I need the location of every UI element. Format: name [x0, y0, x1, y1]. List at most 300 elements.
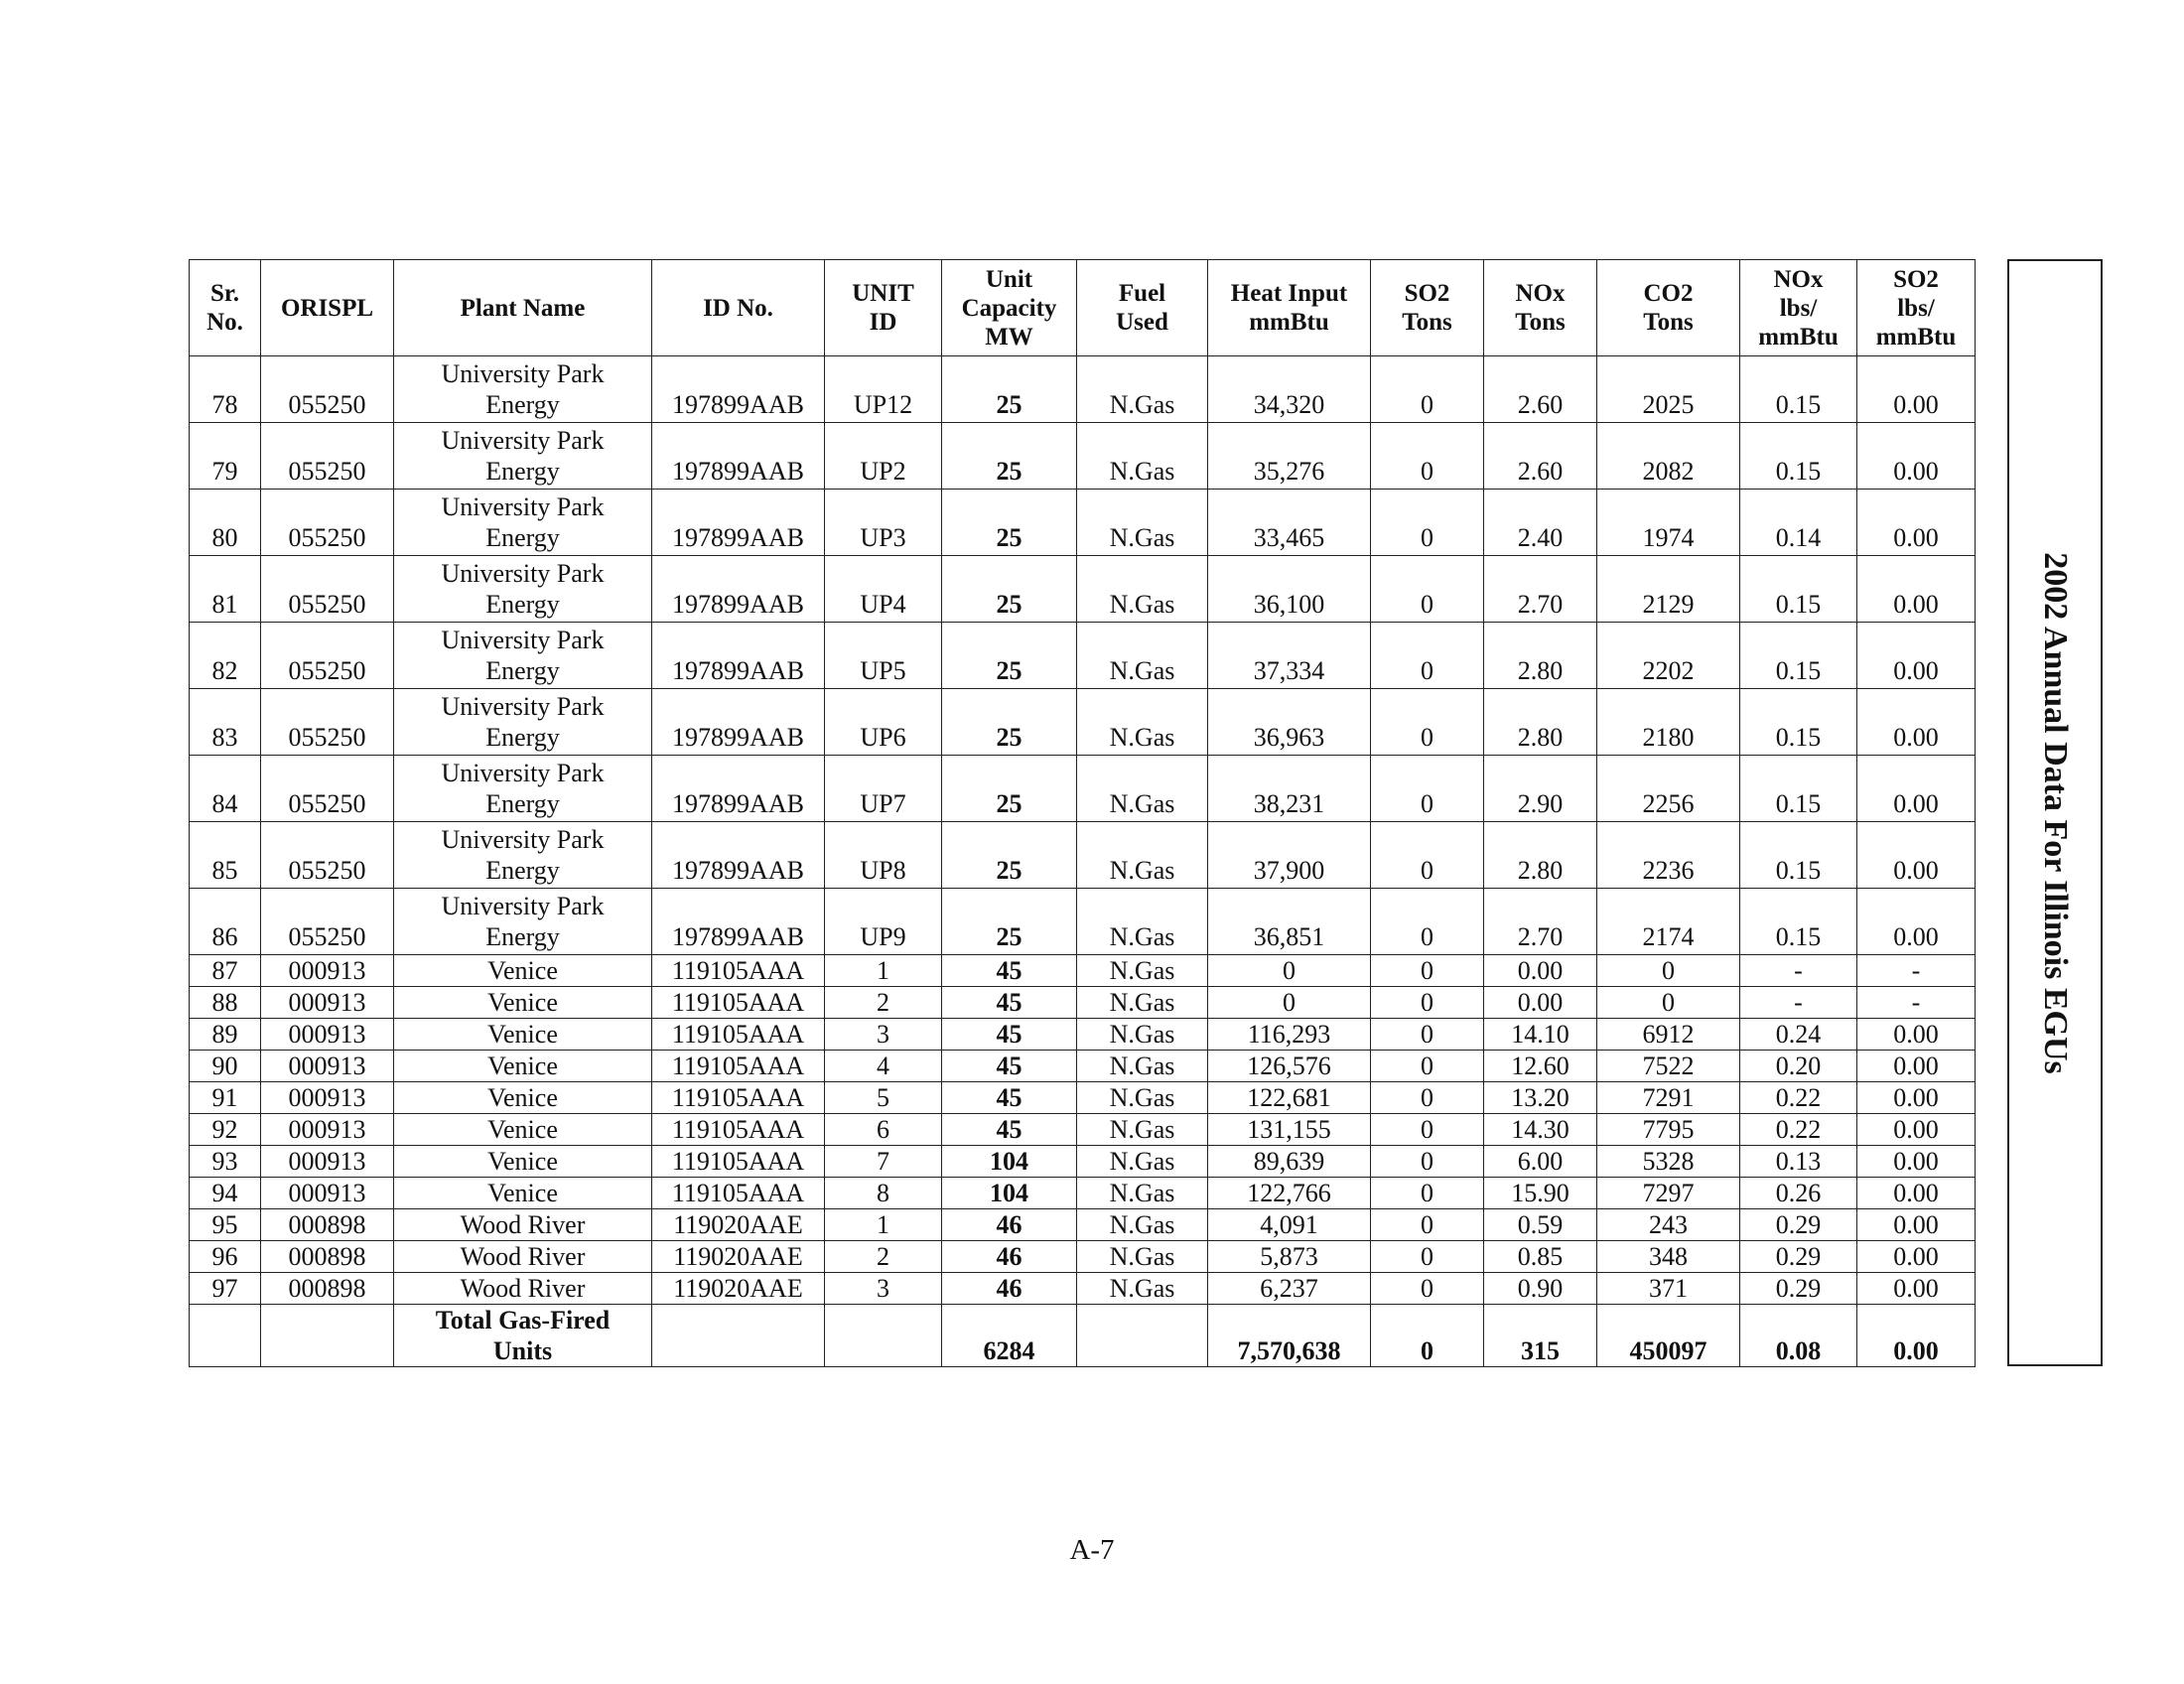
table-cell: 119105AAA [652, 1178, 825, 1209]
table-row [190, 689, 1976, 756]
table-cell: 243 [1597, 1209, 1740, 1241]
table-cell: 119020AAE [652, 1273, 825, 1305]
table-cell: 25 [942, 689, 1077, 756]
table-cell: 94 [190, 1178, 261, 1209]
table-cell: 45 [942, 1114, 1077, 1146]
table-cell: 122,766 [1208, 1178, 1371, 1209]
table-cell: 000898 [261, 1209, 394, 1241]
table-cell: 0.15 [1740, 556, 1857, 623]
table-cell: 104 [942, 1178, 1077, 1209]
plant-name-line: Energy [485, 922, 560, 951]
table-cell: 0 [1371, 689, 1484, 756]
table-cell: 119020AAE [652, 1241, 825, 1273]
total-empty-cell [652, 1305, 825, 1367]
table-cell: 37,900 [1208, 822, 1371, 889]
table-cell: 0.14 [1740, 490, 1857, 556]
table-cell: 0 [1208, 955, 1371, 987]
table-cell [394, 1082, 652, 1114]
table-cell: 3 [825, 1273, 942, 1305]
column-header-line: CO2 [1643, 280, 1694, 307]
table-cell: 12.60 [1484, 1051, 1597, 1082]
column-header-line: mmBtu [1249, 309, 1329, 336]
table-cell: 1 [825, 1209, 942, 1241]
table-row [190, 1051, 1976, 1082]
column-header-line: mmBtu [1875, 323, 1957, 351]
plant-name-line: Energy [485, 656, 560, 685]
table-cell: 055250 [261, 689, 394, 756]
emissions-table [189, 259, 1976, 1367]
table-cell: 000913 [261, 1178, 394, 1209]
column-header-line: Heat Input [1230, 280, 1348, 307]
column-header [652, 260, 825, 356]
table-row [190, 1178, 1976, 1209]
table-cell: 2.60 [1484, 423, 1597, 490]
table-cell: 000913 [261, 955, 394, 987]
plant-name-line: Wood River [460, 1209, 586, 1239]
column-header [1597, 260, 1740, 356]
table-cell: 4,091 [1208, 1209, 1371, 1241]
table-cell: N.Gas [1077, 356, 1208, 423]
table-cell [394, 490, 652, 556]
plant-name-line: Wood River [460, 1273, 586, 1303]
table-cell: 0.22 [1740, 1082, 1857, 1114]
table-cell: 119105AAA [652, 1082, 825, 1114]
plant-name-line: Energy [485, 457, 560, 486]
total-nox-rate: 0.08 [1740, 1305, 1857, 1367]
table-cell: 0 [1371, 955, 1484, 987]
table-cell: 119105AAA [652, 1051, 825, 1082]
table-body [190, 356, 1976, 1367]
table-cell: N.Gas [1077, 689, 1208, 756]
plant-name-line: Wood River [460, 1241, 586, 1271]
table-cell: 0.00 [1857, 1082, 1976, 1114]
table-cell: 0 [1371, 1146, 1484, 1178]
table-cell: 45 [942, 1019, 1077, 1051]
table-row [190, 1273, 1976, 1305]
table-cell: 0 [1371, 356, 1484, 423]
total-label-line: Total Gas-Fired [435, 1306, 611, 1334]
column-header [1208, 260, 1371, 356]
table-cell: 45 [942, 1051, 1077, 1082]
table-row [190, 822, 1976, 889]
table-cell: 7291 [1597, 1082, 1740, 1114]
total-empty-cell [261, 1305, 394, 1367]
table-row [190, 1241, 1976, 1273]
table-cell [394, 1209, 652, 1241]
plant-name-line: University Park [441, 626, 605, 654]
table-cell: 197899AAB [652, 423, 825, 490]
table-row [190, 1082, 1976, 1114]
table-cell: 0.15 [1740, 623, 1857, 689]
table-cell: 0 [1371, 822, 1484, 889]
table-cell: 45 [942, 987, 1077, 1019]
table-cell: N.Gas [1077, 423, 1208, 490]
table-cell: 1 [825, 955, 942, 987]
column-header-line: Plant Name [460, 294, 586, 322]
table-cell: 0.59 [1484, 1209, 1597, 1241]
plant-name-line: Venice [487, 987, 558, 1017]
table-cell [394, 1146, 652, 1178]
table-cell: 197899AAB [652, 356, 825, 423]
table-cell: 2174 [1597, 889, 1740, 955]
table-cell: 0.00 [1857, 689, 1976, 756]
table-cell: 0.00 [1857, 556, 1976, 623]
table-cell: UP7 [825, 756, 942, 822]
column-header-line: SO2 [1893, 265, 1939, 293]
column-header-line: Tons [1643, 309, 1694, 336]
table-cell: 0 [1208, 987, 1371, 1019]
table-cell: 104 [942, 1146, 1077, 1178]
total-label [394, 1305, 652, 1367]
plant-name-line: University Park [441, 559, 605, 588]
table-cell: N.Gas [1077, 1019, 1208, 1051]
table-cell: UP3 [825, 490, 942, 556]
table-row [190, 987, 1976, 1019]
table-cell: 119105AAA [652, 1019, 825, 1051]
table-cell: 0.00 [1857, 756, 1976, 822]
table-cell: 000913 [261, 987, 394, 1019]
table-cell: 0 [1371, 756, 1484, 822]
table-cell: 055250 [261, 423, 394, 490]
table-cell: N.Gas [1077, 987, 1208, 1019]
plant-name-line: Energy [485, 789, 560, 818]
table-cell: 0 [1371, 623, 1484, 689]
table-cell: 0.29 [1740, 1273, 1857, 1305]
table-cell: 5 [825, 1082, 942, 1114]
table-cell: 97 [190, 1273, 261, 1305]
table-cell: 25 [942, 756, 1077, 822]
column-header [394, 260, 652, 356]
table-cell: 82 [190, 623, 261, 689]
table-cell: 0.00 [1857, 889, 1976, 955]
plant-name-line: University Park [441, 492, 605, 521]
plant-name-line: University Park [441, 892, 605, 920]
column-header [190, 260, 261, 356]
column-header-line: NOx [1773, 265, 1824, 293]
page-number: A-7 [1069, 1534, 1115, 1566]
table-cell: - [1740, 955, 1857, 987]
table-cell: 0 [1371, 1209, 1484, 1241]
table-cell: UP6 [825, 689, 942, 756]
table-cell: - [1740, 987, 1857, 1019]
table-cell: 2256 [1597, 756, 1740, 822]
table-cell: 2.70 [1484, 556, 1597, 623]
total-heat-input: 7,570,638 [1208, 1305, 1371, 1367]
total-empty-cell [190, 1305, 261, 1367]
column-header-line: ID [869, 309, 897, 336]
table-cell: 2.90 [1484, 756, 1597, 822]
table-cell: 25 [942, 889, 1077, 955]
table-cell: 15.90 [1484, 1178, 1597, 1209]
table-cell [394, 955, 652, 987]
table-cell: 000913 [261, 1146, 394, 1178]
table-cell: 35,276 [1208, 423, 1371, 490]
table-cell: 2.80 [1484, 689, 1597, 756]
table-cell: 000898 [261, 1241, 394, 1273]
table-cell: 2.80 [1484, 822, 1597, 889]
column-header-line: Fuel [1118, 280, 1166, 307]
table-cell: UP9 [825, 889, 942, 955]
table-cell: 2236 [1597, 822, 1740, 889]
table-cell: 0.00 [1857, 822, 1976, 889]
table-cell: 4 [825, 1051, 942, 1082]
table-row [190, 423, 1976, 490]
total-empty-cell [1077, 1305, 1208, 1367]
table-cell: 197899AAB [652, 556, 825, 623]
table-cell: 87 [190, 955, 261, 987]
table-cell: 2 [825, 987, 942, 1019]
table-cell: 119105AAA [652, 1146, 825, 1178]
table-row [190, 1019, 1976, 1051]
table-cell: 83 [190, 689, 261, 756]
table-cell: 25 [942, 623, 1077, 689]
table-cell: 0 [1371, 1051, 1484, 1082]
table-cell [394, 1051, 652, 1082]
table-cell: 000913 [261, 1019, 394, 1051]
table-cell: 25 [942, 356, 1077, 423]
table-cell: 45 [942, 955, 1077, 987]
table-cell: 000898 [261, 1273, 394, 1305]
table-cell [394, 756, 652, 822]
table-cell: 13.20 [1484, 1082, 1597, 1114]
column-header-line: mmBtu [1758, 323, 1839, 351]
table-cell: 92 [190, 1114, 261, 1146]
table-cell: N.Gas [1077, 756, 1208, 822]
table-row [190, 1209, 1976, 1241]
table-cell: 0 [1371, 1082, 1484, 1114]
table-cell: 0.00 [1857, 623, 1976, 689]
total-capacity: 6284 [942, 1305, 1077, 1367]
table-cell: UP5 [825, 623, 942, 689]
table-cell: 1974 [1597, 490, 1740, 556]
table-cell: 0.00 [1857, 1178, 1976, 1209]
table-cell: N.Gas [1077, 822, 1208, 889]
column-header-line: Capacity [961, 294, 1057, 322]
table-cell: 0.15 [1740, 889, 1857, 955]
column-header-line: Unit [985, 265, 1033, 293]
total-nox-tons: 315 [1484, 1305, 1597, 1367]
total-row [190, 1305, 1976, 1367]
table-cell: 119105AAA [652, 987, 825, 1019]
table-cell: 0.15 [1740, 689, 1857, 756]
table-cell: 197899AAB [652, 822, 825, 889]
table-cell [394, 1241, 652, 1273]
table-cell: UP8 [825, 822, 942, 889]
table-cell: 0.15 [1740, 822, 1857, 889]
column-header-line: SO2 [1404, 280, 1450, 307]
total-label-line: Units [492, 1336, 553, 1365]
table-cell: 2.80 [1484, 623, 1597, 689]
table-cell: 2.60 [1484, 356, 1597, 423]
table-cell: 5328 [1597, 1146, 1740, 1178]
table-row [190, 356, 1976, 423]
table-cell: 33,465 [1208, 490, 1371, 556]
table-cell: 000913 [261, 1051, 394, 1082]
table-cell: 0 [1371, 423, 1484, 490]
plant-name-line: Venice [487, 1114, 558, 1144]
table-cell: 122,681 [1208, 1082, 1371, 1114]
table-cell: 116,293 [1208, 1019, 1371, 1051]
table-cell: 91 [190, 1082, 261, 1114]
table-cell: 0.15 [1740, 423, 1857, 490]
column-header-line: UNIT [852, 280, 914, 307]
total-co2-tons: 450097 [1597, 1305, 1740, 1367]
column-header-line: MW [985, 323, 1033, 351]
table-cell: 055250 [261, 756, 394, 822]
table-row [190, 1146, 1976, 1178]
table-cell: 37,334 [1208, 623, 1371, 689]
table-cell: 0 [1371, 987, 1484, 1019]
column-header-line: No. [206, 309, 243, 336]
table-cell: 371 [1597, 1273, 1740, 1305]
table-cell: 25 [942, 490, 1077, 556]
table-cell: 6,237 [1208, 1273, 1371, 1305]
table-cell: 131,155 [1208, 1114, 1371, 1146]
table-cell: 055250 [261, 556, 394, 623]
plant-name-line: Venice [487, 1146, 558, 1176]
table-cell: 197899AAB [652, 490, 825, 556]
table-header-row [190, 260, 1976, 356]
table-cell: 119020AAE [652, 1209, 825, 1241]
table-cell: 0 [1371, 1178, 1484, 1209]
table-cell: N.Gas [1077, 1241, 1208, 1273]
table-cell: 000913 [261, 1114, 394, 1146]
table-cell: 38,231 [1208, 756, 1371, 822]
column-header-line: Sr. [210, 280, 239, 307]
table-cell: 2025 [1597, 356, 1740, 423]
table-cell: 0 [1371, 1114, 1484, 1146]
plant-name-line: University Park [441, 426, 605, 455]
table-cell: 25 [942, 556, 1077, 623]
table-cell: 6912 [1597, 1019, 1740, 1051]
table-cell: 055250 [261, 490, 394, 556]
table-cell: 197899AAB [652, 623, 825, 689]
plant-name-line: Venice [487, 1019, 558, 1049]
table-cell: 90 [190, 1051, 261, 1082]
table-cell: 2.70 [1484, 889, 1597, 955]
table-cell: 95 [190, 1209, 261, 1241]
table-cell [394, 1178, 652, 1209]
table-cell: 197899AAB [652, 689, 825, 756]
table-cell: - [1857, 987, 1976, 1019]
table-cell: 0 [1371, 1019, 1484, 1051]
table-cell: 79 [190, 423, 261, 490]
table-cell: 6 [825, 1114, 942, 1146]
table-cell: 0.22 [1740, 1114, 1857, 1146]
table-cell: 88 [190, 987, 261, 1019]
table-cell: 80 [190, 490, 261, 556]
table-cell: 7522 [1597, 1051, 1740, 1082]
table-cell: 3 [825, 1019, 942, 1051]
table-cell: N.Gas [1077, 1051, 1208, 1082]
table-cell: 89,639 [1208, 1146, 1371, 1178]
table-row [190, 623, 1976, 689]
table-cell: 0.00 [1857, 1146, 1976, 1178]
table-cell [394, 889, 652, 955]
table-cell: 0.24 [1740, 1019, 1857, 1051]
table-cell: 126,576 [1208, 1051, 1371, 1082]
table-cell: 119105AAA [652, 1114, 825, 1146]
table-cell: 2 [825, 1241, 942, 1273]
table-row [190, 955, 1976, 987]
table-cell: N.Gas [1077, 556, 1208, 623]
table-cell: 000913 [261, 1082, 394, 1114]
table-cell: 0.00 [1857, 1273, 1976, 1305]
plant-name-line: University Park [441, 359, 605, 388]
table-cell [394, 1273, 652, 1305]
plant-name-line: Energy [485, 590, 560, 619]
column-header [261, 260, 394, 356]
table-row [190, 756, 1976, 822]
plant-name-line: Venice [487, 1082, 558, 1112]
table-cell: 0.00 [1857, 1241, 1976, 1273]
table-cell: 0.90 [1484, 1273, 1597, 1305]
total-so2-tons: 0 [1371, 1305, 1484, 1367]
table-cell: 0.00 [1857, 490, 1976, 556]
table-cell: 0.29 [1740, 1241, 1857, 1273]
plant-name-line: Venice [487, 955, 558, 985]
side-title: 2002 Annual Data For Illinois EGUs [2037, 551, 2074, 1074]
table-cell: 5,873 [1208, 1241, 1371, 1273]
column-header [1484, 260, 1597, 356]
table-cell: 0 [1371, 490, 1484, 556]
table-cell: 2082 [1597, 423, 1740, 490]
table-cell: 46 [942, 1209, 1077, 1241]
table-cell: 6.00 [1484, 1146, 1597, 1178]
plant-name-line: Energy [485, 390, 560, 419]
table-cell: 0 [1597, 987, 1740, 1019]
table-cell: 055250 [261, 822, 394, 889]
column-header [1077, 260, 1208, 356]
plant-name-line: Energy [485, 723, 560, 752]
column-header-line: Used [1116, 309, 1168, 336]
table-cell: N.Gas [1077, 1146, 1208, 1178]
column-header-line: lbs/ [1897, 294, 1935, 322]
table-cell: 0 [1371, 1241, 1484, 1273]
table-cell: 0.13 [1740, 1146, 1857, 1178]
table-cell [394, 423, 652, 490]
table-cell: N.Gas [1077, 1082, 1208, 1114]
table-cell: 36,100 [1208, 556, 1371, 623]
table-cell [394, 987, 652, 1019]
column-header [942, 260, 1077, 356]
table-cell: 46 [942, 1241, 1077, 1273]
table-cell: 055250 [261, 889, 394, 955]
table-cell: 0.00 [1857, 356, 1976, 423]
table-cell: 0.00 [1857, 1019, 1976, 1051]
table-cell: UP4 [825, 556, 942, 623]
table-cell: 7 [825, 1146, 942, 1178]
column-header-line: NOx [1515, 280, 1566, 307]
table-cell: 197899AAB [652, 756, 825, 822]
column-header [1740, 260, 1857, 356]
table-cell: 81 [190, 556, 261, 623]
plant-name-line: Energy [485, 523, 560, 552]
table-cell: 0.00 [1857, 1114, 1976, 1146]
table-cell: 0.15 [1740, 356, 1857, 423]
table-cell: 055250 [261, 623, 394, 689]
table-cell: - [1857, 955, 1976, 987]
table-cell [394, 556, 652, 623]
table-row [190, 556, 1976, 623]
table-cell: 2129 [1597, 556, 1740, 623]
column-header-line: ID No. [703, 294, 773, 322]
table-cell [394, 356, 652, 423]
table-cell: 0.15 [1740, 756, 1857, 822]
table-cell: 0.29 [1740, 1209, 1857, 1241]
table-cell: 45 [942, 1082, 1077, 1114]
table-cell: 25 [942, 423, 1077, 490]
